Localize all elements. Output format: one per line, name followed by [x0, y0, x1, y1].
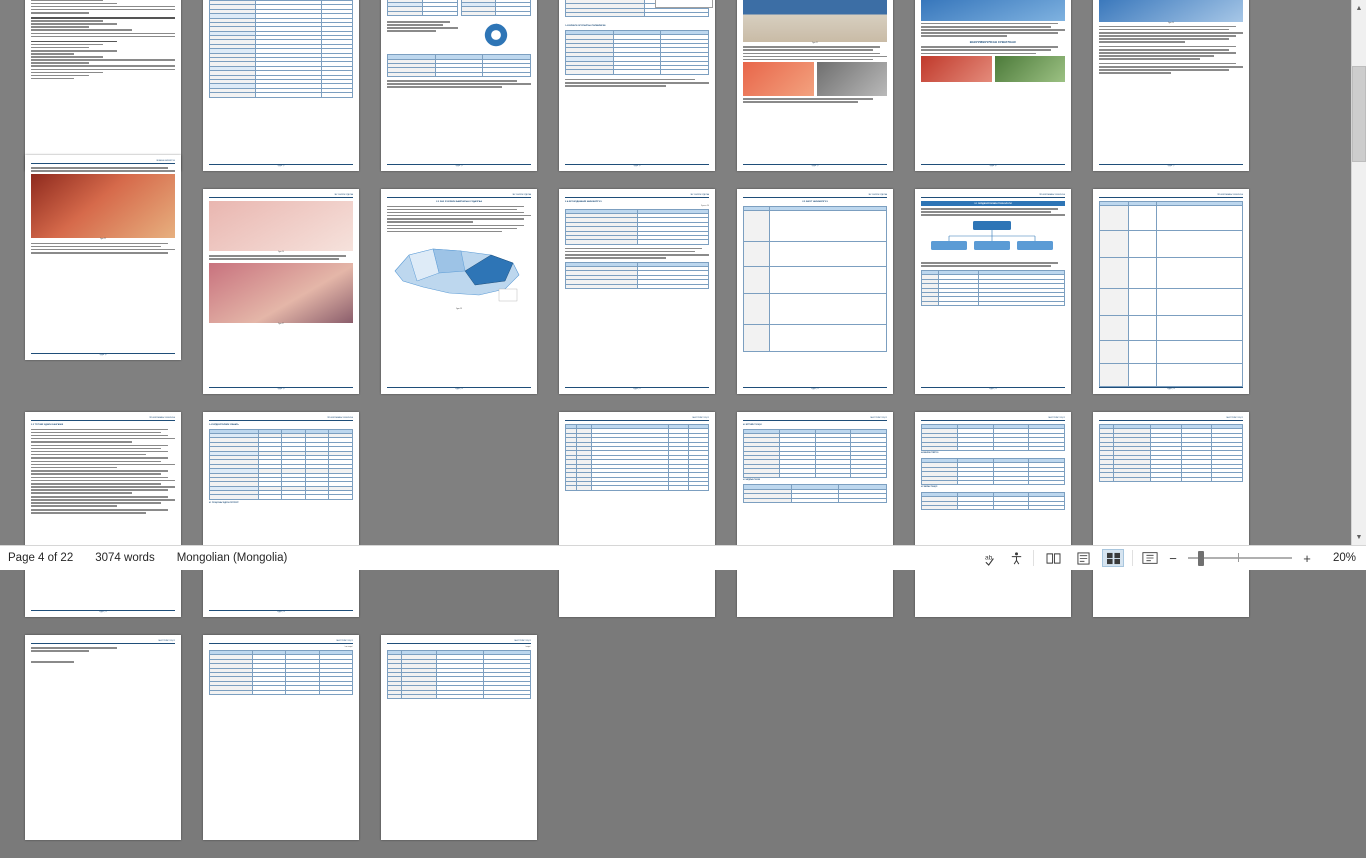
photo-meat [743, 62, 814, 96]
language-indicator[interactable]: Mongolian (Mongolia) [176, 552, 288, 564]
page-thumbnail[interactable]: САНХҮҮГИЙН ТООЦОО 4.4 МӨНГӨН ГҮЙЛГЭЭ 4.5 ТАЙЛАН ТЭНЦЭЛ [915, 412, 1071, 617]
page-header: ЗАХ ЗЭЭЛИЙН СУДАЛГАА [565, 194, 709, 198]
cashflow-table-a [921, 424, 1065, 451]
right-table [461, 0, 532, 16]
photo-packed-meat [921, 56, 992, 82]
scroll-up-arrow[interactable]: ▲ [1352, 0, 1366, 16]
photo-vegetables [995, 56, 1066, 82]
page-thumbnail[interactable]: САНХҮҮГИЙН ТООЦОО 4.2 ӨРТГИЙН ТООЦОО 4.3 ЗАРДЛЫН ТӨСӨВ [737, 412, 893, 617]
page-thumbnail[interactable] [25, 635, 181, 840]
page-thumbnail[interactable]: САНХҮҮГИЙН ТООЦОО / сая төгрөг / [203, 635, 359, 840]
page-thumbnail[interactable]: ЗАХ ЗЭЭЛИЙН СУДАЛГАА 2.3 ЗАХ ЗЭЭЛИЙН БАЙРШЛЫН СУДАЛГАА Зураг 2.8 Хуудас | 10 [381, 189, 537, 394]
page-thumbnail[interactable]: ЗАХ ЗЭЭЛИЙН СУДАЛГАА Зураг 2.6 Зураг 2.7 Хуудас | 9 [203, 189, 359, 394]
read-mode-button[interactable] [1042, 549, 1064, 567]
page-header: ЗАХ ЗЭЭЛИЙН СУДАЛГАА [743, 194, 887, 198]
section-heading: 2.4 ӨРСӨЛДӨӨНИЙ ШИНЖИЛГЭЭ [565, 201, 602, 203]
page-thumbnail[interactable] [737, 189, 893, 394]
page-thumbnail[interactable] [203, 0, 359, 171]
callout-title: ВАКУУМЖУУЛСАН СУВАГЛААС [969, 40, 1017, 45]
page-thumbnail-current[interactable]: 1.4 ХӨРӨНГӨ ОРУУЛАЛТЫН ТӨЛӨВЛӨГӨӨ Хуудас | 4 [559, 0, 715, 171]
investment-plan-table [565, 30, 709, 75]
bottom-table [387, 54, 531, 77]
photo-sliced-meat [209, 201, 353, 251]
page-footer: Хуудас | 5 [743, 164, 887, 167]
page-thumbnail[interactable]: ЗАХ ЗЭЭЛИЙН СУДАЛГАА 2.4 ӨРСӨЛДӨӨНИЙ ШИНЖИЛГЭЭ Хүснэгт 2.4 Хуудас | 11 [559, 189, 715, 394]
final-table [387, 650, 531, 699]
page-thumbnail[interactable]: ҮЙЛ АЖИЛЛАГААНЫ ТӨЛӨВЛӨГӨӨ 3.4 ҮЙЛДВЭРЛЭЛИЙН ХУВААРЬ 4.1 ТООЦООНЫ ҮНДСЭН ҮЗҮҮЛЭЛТ Хуудас | 16 [203, 412, 359, 617]
page-footer: Хуудас | 14 [1099, 387, 1243, 390]
page-thumbnail[interactable] [25, 412, 181, 617]
section-heading: 3.4 ҮЙЛДВЭРЛЭЛИЙН ХУВААРЬ [209, 424, 239, 426]
page-thumbnail[interactable] [559, 412, 715, 617]
page-footer: Хуудас | 2 [209, 164, 353, 167]
process-table [921, 270, 1065, 306]
spellcheck-icon[interactable] [983, 550, 1000, 567]
page-footer: Хуудас | 4 [565, 164, 709, 167]
accessibility-icon[interactable] [1008, 550, 1025, 567]
page-thumbnail[interactable] [381, 0, 537, 171]
photo-blue-machine [1099, 0, 1243, 22]
page-thumbnail[interactable] [737, 0, 893, 171]
page-footer: Хуудас | 3 [387, 164, 531, 167]
cost-table [743, 429, 887, 478]
page-header: ҮЙЛ АЖИЛЛАГААНЫ ТӨЛӨВЛӨГӨӨ [1099, 194, 1243, 198]
section-heading: 3.3 ТҮҮХИЙ ЭДИЙН ХАНГАМЖ [31, 424, 64, 426]
zoom-slider[interactable] [1188, 549, 1292, 567]
page-header: ҮЙЛ АЖИЛЛАГААНЫ ТӨЛӨВЛӨГӨӨ [31, 417, 175, 421]
multiple-pages-button[interactable] [1102, 549, 1124, 567]
page-footer: Хуудас | 10 [387, 387, 531, 390]
page-header: ЗАХ ЗЭЭЛИЙН СУДАЛГАА [387, 194, 531, 198]
zoom-level[interactable]: 20% [1332, 552, 1356, 564]
page-footer: Хуудас | 15 [31, 610, 175, 613]
balance-table [921, 492, 1065, 511]
swot-table [743, 206, 887, 352]
page-footer: Хуудас | 7 [1099, 164, 1243, 167]
page-header: САНХҮҮГИЙН ТООЦОО [565, 417, 709, 421]
page-header: ҮЙЛ АЖИЛЛАГААНЫ ТӨЛӨВЛӨГӨӨ [921, 194, 1065, 198]
focus-mode-icon[interactable] [1141, 550, 1158, 567]
page-thumbnail[interactable] [915, 0, 1071, 171]
page-footer: Хуудас | 12 [743, 387, 887, 390]
comment-box[interactable] [655, 0, 713, 8]
page-header: САНХҮҮГИЙН ТООЦОО [743, 417, 887, 421]
page-thumbnail[interactable] [1093, 412, 1249, 617]
photo-factory [743, 0, 887, 45]
donut-chart-icon [482, 21, 510, 49]
zoom-out-button[interactable]: − [1169, 550, 1177, 566]
scroll-down-arrow[interactable]: ▼ [1352, 529, 1366, 545]
page-thumbnail[interactable]: Зураг 2.4 Хуудас | 7 [1093, 0, 1249, 171]
status-bar [0, 545, 1366, 570]
indicator-table [1099, 424, 1243, 482]
equipment-table [1099, 201, 1243, 387]
project-info-table [209, 0, 353, 98]
page-header: САНХҮҮГИЙН ТООЦОО [1099, 417, 1243, 421]
page-footer: Хуудас | 13 [921, 387, 1065, 390]
competition-table [565, 209, 709, 245]
page-thumbnail[interactable] [25, 0, 181, 171]
section-heading: 4.2 ӨРТГИЙН ТООЦОО [743, 424, 762, 426]
left-table [387, 0, 458, 16]
zoom-handle[interactable] [1198, 551, 1204, 566]
mongolia-map [387, 237, 529, 307]
competition-table-2 [565, 262, 709, 289]
photo-hotpot [31, 174, 175, 238]
section-heading: 2.3 ЗАХ ЗЭЭЛИЙН БАЙРШЛЫН СУДАЛГАА [436, 201, 482, 203]
page-thumbnail[interactable] [1093, 189, 1249, 394]
budget-table [743, 484, 887, 503]
summary-table [209, 650, 353, 695]
page-footer: Хуудас | 16 [209, 610, 353, 613]
photo-meat-tray [209, 263, 353, 323]
page-thumbnail[interactable]: САНХҮҮГИЙН ТООЦОО / төгрөг / [381, 635, 537, 840]
vertical-scrollbar[interactable] [1351, 0, 1366, 545]
svg-text:ab: ab [984, 553, 993, 561]
word-count[interactable]: 3074 words [95, 552, 155, 564]
page-thumbnail[interactable]: САЛБАРЫН ШИНЖИЛГЭЭ Зураг 2.5 Хуудас | 8 [25, 155, 181, 360]
page-indicator[interactable]: Page 4 of 22 [8, 552, 74, 564]
page-footer: Хуудас | 8 [31, 353, 175, 356]
page-header: САНХҮҮГИЙН ТООЦОО [387, 640, 531, 644]
photo-vacuum-machine [921, 0, 1065, 21]
page-footer: Хуудас | 9 [209, 387, 353, 390]
photo-equipment [817, 62, 888, 96]
section-heading: 2.5 SWOT ШИНЖИЛГЭЭ [802, 201, 828, 203]
page-footer: Хуудас | 11 [565, 387, 709, 390]
zoom-in-button[interactable]: + [1303, 550, 1311, 566]
schedule-matrix-table [209, 429, 353, 500]
page-header: ҮЙЛ АЖИЛЛАГААНЫ ТӨЛӨВЛӨГӨӨ [209, 417, 353, 421]
page-footer: Хуудас | 6 [921, 164, 1065, 167]
process-diagram [921, 219, 1063, 259]
page-header: САНХҮҮГИЙН ТООЦОО [209, 640, 353, 644]
scrollbar-thumb[interactable] [1352, 66, 1366, 162]
photo-caption: Зураг 2.1 [812, 43, 818, 45]
page-thumbnail[interactable] [915, 189, 1071, 394]
revenue-table [565, 424, 709, 491]
zoom-center-tick [1238, 553, 1239, 562]
page-header: САЛБАРЫН ШИНЖИЛГЭЭ [31, 160, 175, 164]
page-header: САНХҮҮГИЙН ТООЦОО [31, 640, 175, 644]
print-layout-button[interactable] [1072, 549, 1094, 567]
cashflow-table-b [921, 458, 1065, 485]
section-banner: 3.1 ҮЙЛДВЭРЛЭЛИЙН ТЕХНОЛОГИ [921, 201, 1065, 206]
page-header: ЗАХ ЗЭЭЛИЙН СУДАЛГАА [209, 194, 353, 198]
page-header: САНХҮҮГИЙН ТООЦОО [921, 417, 1065, 421]
